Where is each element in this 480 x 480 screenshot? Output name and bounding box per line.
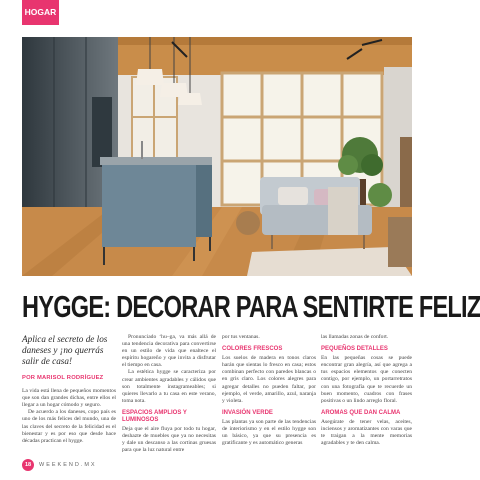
page-footer — [22, 459, 97, 471]
article-byline: POR MARISOL RODRÍGUEZ — [22, 375, 104, 381]
paragraph: Los suelos de madera en tonos claros harán que sientas lo fresco en casa; estos combinan perfecto con paredes blancas o en gris claro. Los colores alegres para agregar detalles no pueden faltar, por ejemplo, el verde, amarillo, azul, naranja y violeta. — [222, 355, 316, 404]
article-column-3 — [222, 334, 316, 447]
subheading: PEQUEÑOS DETALLES — [321, 346, 388, 353]
paragraph: Pronunciado ‘hu–ga, va más allá de una tendencia decorativa para convertirse en un estilo de vida que enaltece el espíritu hogareño y que invita a disfrutar el tiempo en casa. — [122, 334, 216, 369]
paragraph: Las plantas ya son parte de las tendencias de interiorismo y en el estilo hygge son un básico, ya que su presencia es gratificante y es automático generas — [222, 418, 316, 447]
paragraph: Deja que el aire fluya por todo tu hogar, deshazte de muebles que ya no necesitas y dale un descanso a las cortinas gruesas para que la luz natural entre — [122, 426, 216, 454]
paragraph: La estética hygge se caracteriza por crear ambientes agradables y cálidos que son totalmente instagrameables; si quieres llevarlo a tu casa en este verano, toma nota. — [122, 369, 216, 404]
paragraph: En las pequeñas cosas se puede encontrar gran alegría, así que agrega a tus espacios elementos que conecten contigo, por ejemplo, un portarretratos con una fotografía que te recuerde un buen momento, cuadros con frases positivas o un lindo arreglo floral. — [321, 355, 412, 404]
paragraph: La vida está llena de pequeños momentos que son dan grandes dichas, entre ellos el llegar a un hogar cómodo y seguro. — [22, 388, 116, 409]
site-name: WEEKEND.MX — [39, 462, 97, 468]
article-column-2 — [122, 334, 216, 455]
page-number-badge: 18 — [22, 459, 34, 471]
paragraph: De acuerdo a los daneses, copo país es uno de los más felices del mundo, una de las claves del secreto de la felicidad es el bienestar y es por eso que desde hace décadas practican el hygge. — [22, 409, 116, 444]
paragraph: las llamadas zonas de confort. — [321, 334, 389, 340]
subheading: COLORES FRESCOS — [222, 346, 283, 353]
article-headline: HYGGE: DECORAR PARA SENTIRTE FELIZ — [22, 289, 480, 324]
article-column-1 — [22, 334, 116, 445]
kitchen-living-room-image — [22, 37, 412, 276]
paragraph: Asegúrate de tener velas, aceites, inciensos y aromatizantes con varas que te traigan a la mente memorias agradables y te den calma. — [321, 418, 412, 447]
article-lede: Aplica el secreto de los daneses y ¡no querrás salir de casa! — [22, 334, 108, 366]
subheading: ESPACIOS AMPLIOS Y LUMINOSOS — [122, 409, 187, 424]
subheading: INVASIÓN VERDE — [222, 409, 273, 416]
article-column-4 — [321, 334, 412, 447]
section-tag: HOGAR — [22, 0, 59, 25]
subheading: AROMAS QUE DAN CALMA — [321, 409, 401, 416]
paragraph: por tus ventanas. — [222, 334, 260, 340]
hero-photo — [22, 37, 412, 276]
